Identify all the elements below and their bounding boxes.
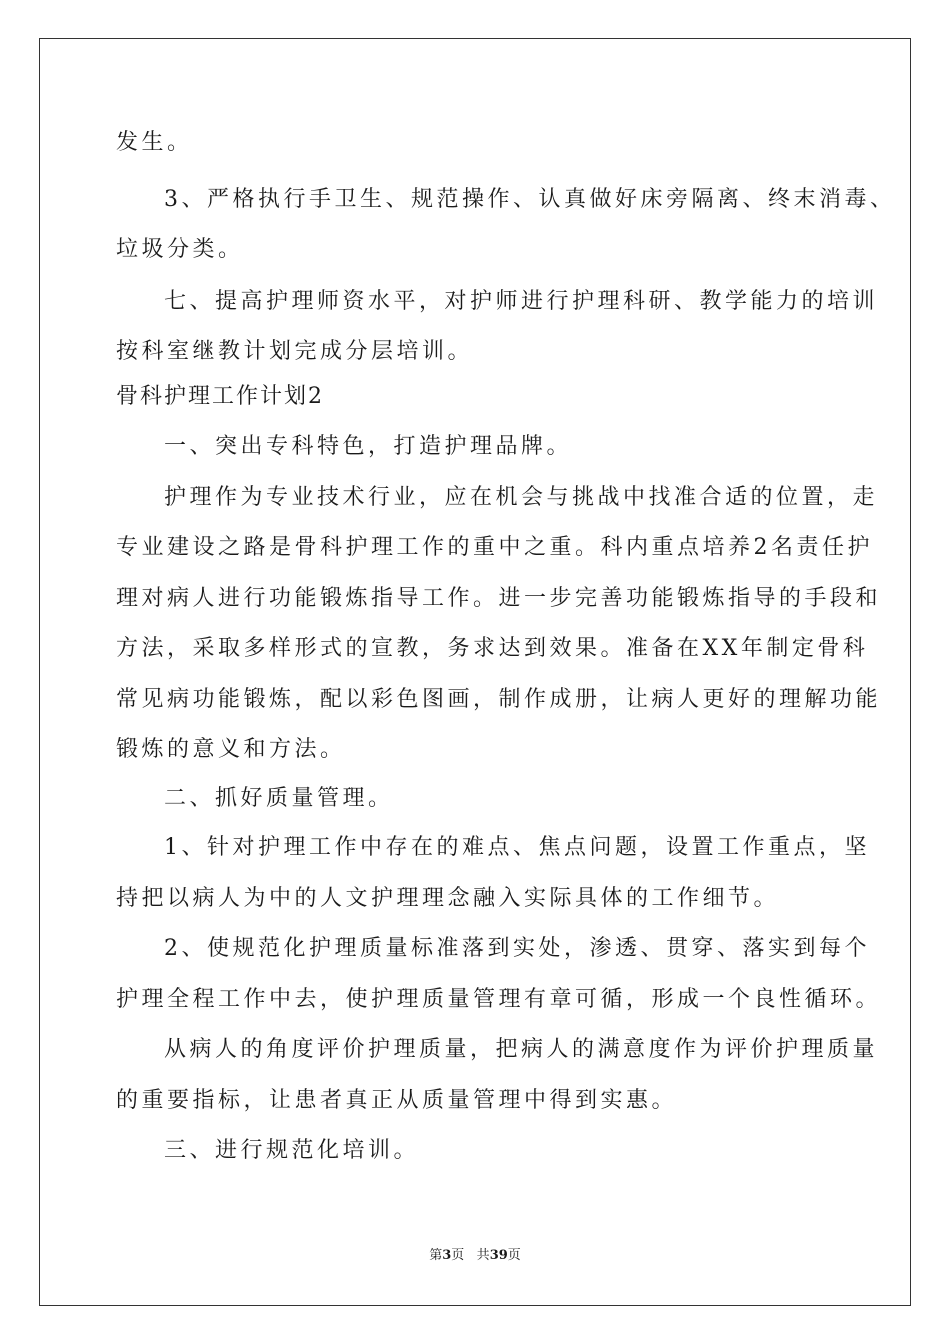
text-line: 专业建设之路是骨科护理工作的重中之重。科内重点培养2名责任护: [116, 535, 873, 560]
text-line: 护理作为专业技术行业，应在机会与挑战中找准合适的位置，走: [164, 485, 879, 510]
text-line: 护理全程工作中去，使护理质量管理有章可循，形成一个良性循环。: [116, 987, 882, 1012]
text-line: 的重要指标，让患者真正从质量管理中得到实惠。: [116, 1088, 678, 1113]
footer-page-suffix: 页: [451, 1248, 465, 1263]
text-line: 从病人的角度评价护理质量，把病人的满意度作为评价护理质量: [164, 1037, 879, 1062]
footer-total-suffix: 页: [507, 1248, 521, 1263]
text-line: 2、使规范化护理质量标准落到实处，渗透、贯穿、落实到每个: [164, 936, 870, 961]
footer-total-prefix: 共: [476, 1248, 490, 1263]
page-footer: [0, 1244, 950, 1263]
text-line: 垃圾分类。: [116, 237, 244, 262]
text-line: 一、突出专科特色，打造护理品牌。: [164, 434, 573, 459]
footer-page-prefix: 第: [429, 1248, 443, 1263]
text-line: 七、提高护理师资水平，对护师进行护理科研、教学能力的培训: [164, 289, 879, 314]
text-line: 1、针对护理工作中存在的难点、焦点问题，设置工作重点，坚: [164, 835, 870, 860]
text-line: 发生。: [116, 130, 193, 155]
text-line: 理对病人进行功能锻炼指导工作。进一步完善功能锻炼指导的手段和: [116, 586, 882, 611]
text-line: 常见病功能锻炼，配以彩色图画，制作成册，让病人更好的理解功能: [116, 687, 882, 712]
footer-page-number: 3: [442, 1248, 452, 1263]
text-line: 三、进行规范化培训。: [164, 1138, 420, 1163]
text-line: 方法，采取多样形式的宣教，务求达到效果。准备在XX年制定骨科: [116, 636, 869, 661]
text-line: 二、抓好质量管理。: [164, 786, 394, 811]
text-line: 锻炼的意义和方法。: [116, 737, 346, 762]
text-line: 持把以病人为中的人文护理理念融入实际具体的工作细节。: [116, 886, 780, 911]
text-line: 按科室继教计划完成分层培训。: [116, 339, 474, 364]
text-line: 3、严格执行手卫生、规范操作、认真做好床旁隔离、终末消毒、: [164, 187, 896, 212]
footer-total-pages: 39: [489, 1248, 508, 1263]
section-heading: 骨科护理工作计划2: [116, 384, 324, 409]
